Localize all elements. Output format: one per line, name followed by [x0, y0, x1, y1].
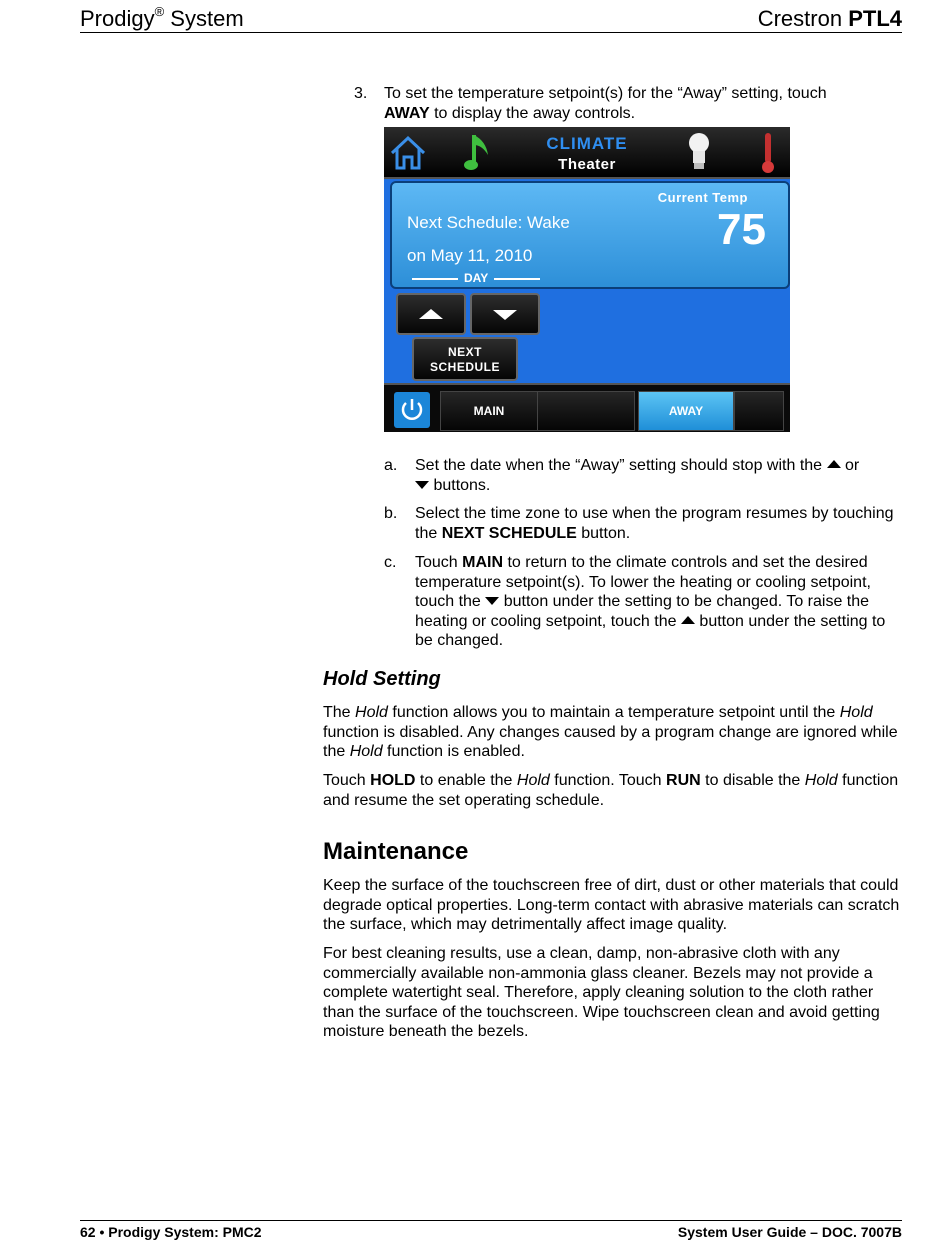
header-left-title: [80, 6, 244, 32]
header-product-suffix: System: [164, 6, 244, 31]
triangle-up-icon: [681, 616, 695, 624]
arrow-down-icon: [472, 295, 538, 333]
hold-p2-c: function. Touch: [549, 772, 667, 789]
step-c-text: [415, 553, 904, 651]
header-product-name: Prodigy: [80, 6, 155, 31]
next-schedule-button[interactable]: [412, 337, 518, 381]
hold-setting-heading: Hold Setting: [323, 668, 441, 690]
schedule-date: on May 11, 2010: [407, 246, 533, 265]
maintenance-heading: Maintenance: [323, 838, 469, 865]
day-label-row: [406, 271, 546, 285]
tab-away[interactable]: AWAY: [638, 391, 734, 431]
page-footer: [80, 1220, 902, 1245]
screen-bottom-bar: [384, 383, 790, 432]
hold-paragraph-1: [323, 703, 903, 762]
footer-right: System User Guide – DOC. 7007B: [677, 1224, 902, 1240]
footer-left: 62 • Prodigy System: PMC2: [80, 1224, 262, 1240]
step-a-text-1: Set the date when the “Away” setting should stop with the: [415, 457, 827, 474]
hold-p2-d: to disable the: [700, 772, 805, 789]
hold-p2-b: to enable the: [415, 772, 517, 789]
step-a-text-3: buttons.: [429, 476, 491, 494]
power-button[interactable]: [394, 392, 430, 428]
step-a: [384, 456, 904, 495]
step-b-text-2: button.: [576, 524, 631, 542]
step-3-text: [384, 84, 874, 124]
step-c-bold: MAIN: [462, 554, 504, 571]
hold-p2-e: function and resume the set operating schedule.: [323, 772, 899, 809]
step-3-text-b: to display the away controls.: [429, 105, 636, 122]
hold-p1-i1: Hold: [355, 704, 388, 721]
triangle-down-icon: [485, 597, 499, 605]
hold-p1-a: The: [323, 704, 356, 721]
step-a-text-2: or: [840, 457, 860, 474]
hold-p1-d: function is enabled.: [382, 743, 525, 760]
next-schedule-text: Next Schedule: Wake: [407, 213, 570, 232]
divider: [494, 278, 540, 280]
power-icon: [394, 392, 430, 428]
touchscreen-image: [384, 127, 790, 432]
schedule-panel: [390, 181, 790, 289]
hold-p2-b2: RUN: [666, 772, 701, 789]
arrow-up-icon: [398, 295, 464, 333]
step-c-text-4: button under the setting to be changed.: [415, 612, 886, 649]
hold-p1-c: function is disabled. Any changes caused by a program change are ignored while the: [323, 723, 898, 760]
step-b: [384, 504, 904, 543]
current-temp-label: Current Temp: [657, 190, 748, 205]
header-model: PTL4: [848, 6, 902, 31]
divider: [412, 278, 458, 280]
tab-end[interactable]: [734, 391, 784, 431]
step-c: [384, 553, 904, 651]
hold-p2-i1: Hold: [516, 772, 550, 789]
step-number: 3.: [354, 85, 368, 102]
step-b-text-1: Select the time zone to use when the program resumes by touching the: [415, 505, 894, 542]
registered-mark: ®: [154, 4, 165, 19]
day-label: DAY: [464, 271, 489, 285]
tab-empty[interactable]: [537, 391, 635, 431]
hold-p2-b1: HOLD: [370, 772, 416, 789]
screen-room-name: Theater: [558, 156, 616, 173]
hold-paragraph-2: [323, 771, 903, 810]
step-b-bold: NEXT SCHEDULE: [441, 524, 577, 542]
maintenance-paragraph-1: Keep the surface of the touchscreen free of dirt, dust or other materials that could degrade optical properties. Long-term contact with abrasive materials can scratch the surface, which may detrimentally affect image quality.: [323, 877, 900, 933]
step-b-text: [415, 504, 904, 543]
triangle-up-icon: [827, 460, 841, 468]
step-c-text-1: Touch: [415, 554, 463, 571]
step-c-text-2: to return to the climate controls and set the desired temperature setpoint(s). To lower the heating or cooling setpoint, touch the: [415, 554, 871, 610]
current-temp-value: 75: [717, 205, 766, 254]
step-letter: c.: [384, 554, 397, 571]
hold-p1-i3: Hold: [349, 743, 383, 760]
step-c-text-3: button under the setting to be changed. To raise the heating or cooling setpoint, touch the: [415, 593, 870, 630]
maintenance-paragraph-2: For best cleaning results, use a clean, damp, non-abrasive cloth with any commercially available non-ammonia glass cleaner. Bezels may not provide a complete watertight seal. Therefore, apply cleaning solution to the cloth rather than the surface of the touchscreen. Wipe touchscreen clean and avoid getting moisture beneath the bezels.: [323, 945, 880, 1040]
step-letter: b.: [384, 505, 398, 522]
up-arrow-button[interactable]: [396, 293, 466, 335]
hold-p1-i2: Hold: [839, 704, 873, 721]
step-3-bold: AWAY: [384, 105, 430, 122]
header-brand: Crestron: [757, 6, 849, 31]
triangle-down-icon: [415, 481, 429, 489]
page-header: [80, 4, 902, 33]
next-schedule-line2: SCHEDULE: [429, 360, 500, 374]
step-3-text-a: To set the temperature setpoint(s) for the “Away” setting, touch: [384, 85, 827, 102]
header-right-title: [758, 6, 902, 32]
screen-title: CLIMATE: [546, 134, 628, 153]
hold-p1-b: function allows you to maintain a temperature setpoint until the: [387, 704, 840, 721]
step-a-text: [415, 456, 904, 495]
down-arrow-button[interactable]: [470, 293, 540, 335]
next-schedule-line1: NEXT: [447, 345, 482, 359]
hold-p2-i2: Hold: [804, 772, 838, 789]
screen-top-bar: [384, 127, 790, 179]
step-letter: a.: [384, 457, 398, 474]
step-3: [354, 84, 874, 124]
tab-main[interactable]: MAIN: [440, 391, 538, 431]
hold-p2-a: Touch: [323, 772, 371, 789]
